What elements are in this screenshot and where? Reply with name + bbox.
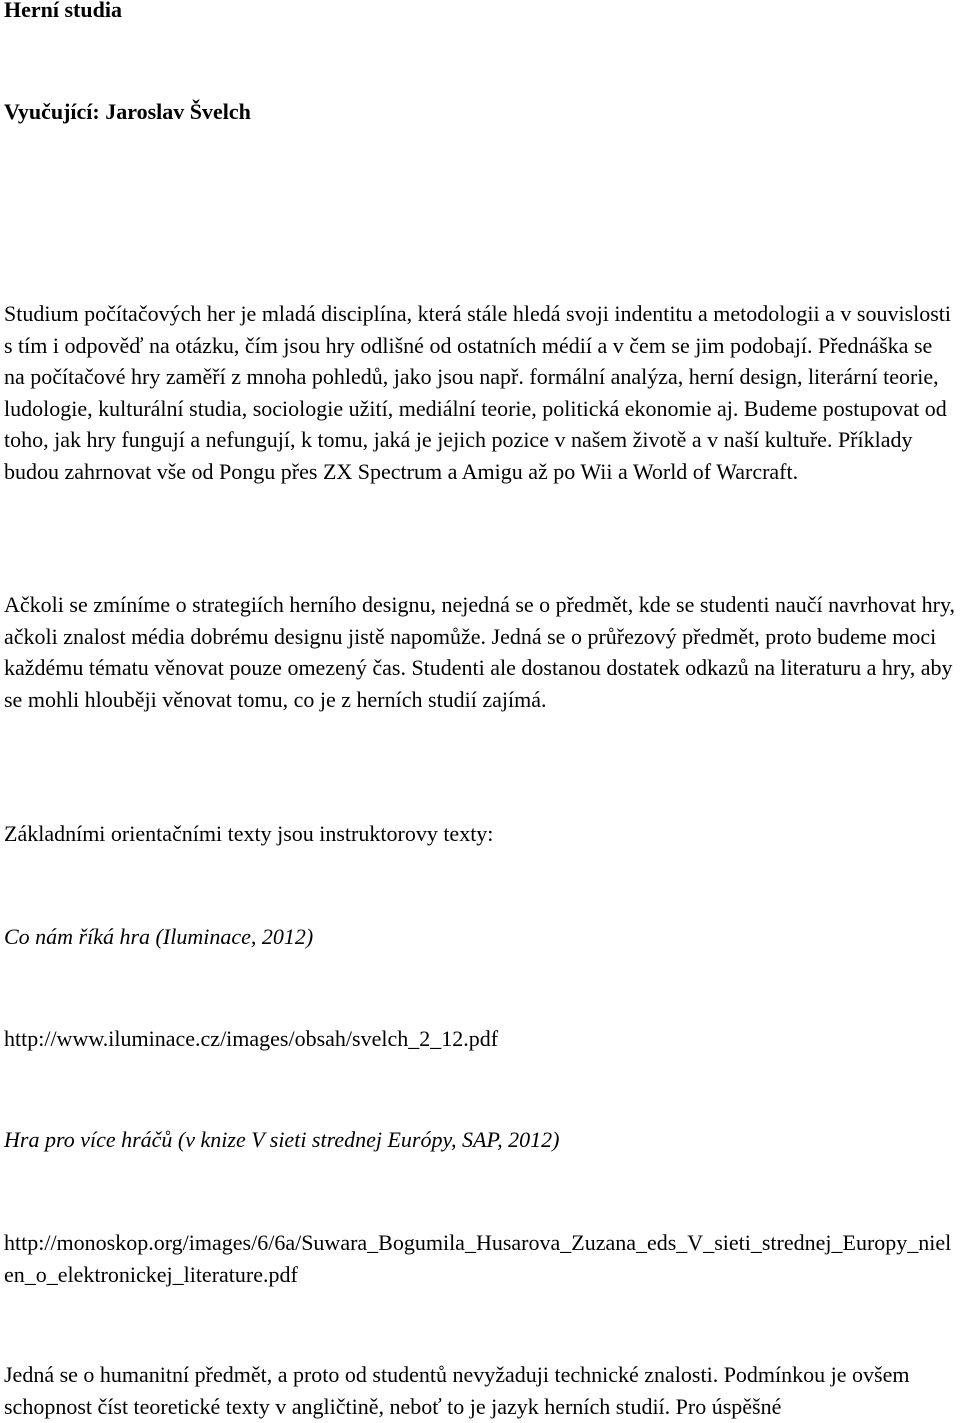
reference-title: Co nám říká hra (Iluminace, 2012) — [4, 924, 314, 949]
design-paragraph: Ačkoli se zmíníme o strategiích herního designu, nejedná se o předmět, kde se studenti naučí navrhovat hry, ačkoli znalost média dobrému designu jistě napomůže. Jedná se o průřezový předmět, proto budeme moci každému tématu věnovat pouze omezený čas. Studenti ale dostanou dostatek odkazů na literaturu a hry, aby se mohli hlouběji věnovat tomu, co je z herních studií zajímá. — [4, 592, 956, 712]
requirements-paragraph: Jedná se o humanitní předmět, a proto od studentů nevyžaduji technické znalosti. Podmínkou je ovšem schopnost číst teoretické texty v angličtině, neboť to je jazyk herních studií. Pro úspěšné — [4, 1362, 910, 1419]
readings-intro: Základními orientačními texty jsou instruktorovy texty: — [4, 821, 494, 846]
reference-url-link[interactable]: http://monoskop.org/images/6/6a/Suwara_Bogumila_Husarova_Zuzana_eds_V_sieti_strednej_Europy_nielen_o_elektronickej_literature.pdf — [4, 1230, 952, 1287]
reference-title: Hra pro více hráčů (v knize V sieti strednej Európy, SAP, 2012) — [4, 1127, 560, 1152]
document-title: Herní studia — [4, 0, 122, 22]
instructor-line: Vyučující: Jaroslav Švelch — [4, 99, 251, 124]
reference-url-link[interactable]: http://www.iluminace.cz/images/obsah/svelch_2_12.pdf — [4, 1026, 499, 1051]
intro-paragraph: Studium počítačových her je mladá disciplína, která stále hledá svoji indentitu a metodologii a v souvislosti s tím i odpověď na otázku, čím jsou hry odlišné od ostatních médií a v čem se jim podobají. Přednáška se na počítačové hry zaměří z mnoha pohledů, jako jsou např. formální analýza, herní design, literární teorie, ludologie, kulturální studia, sociologie užití, mediální teorie, politická ekonomie aj. Budeme postupovat od toho, jak hry fungují a nefungují, k tomu, jaká je jejich pozice v našem životě a v naší kultuře. Příklady budou zahrnovat vše od Pongu přes ZX Spectrum a Amigu až po Wii a World of Warcraft. — [4, 301, 952, 484]
